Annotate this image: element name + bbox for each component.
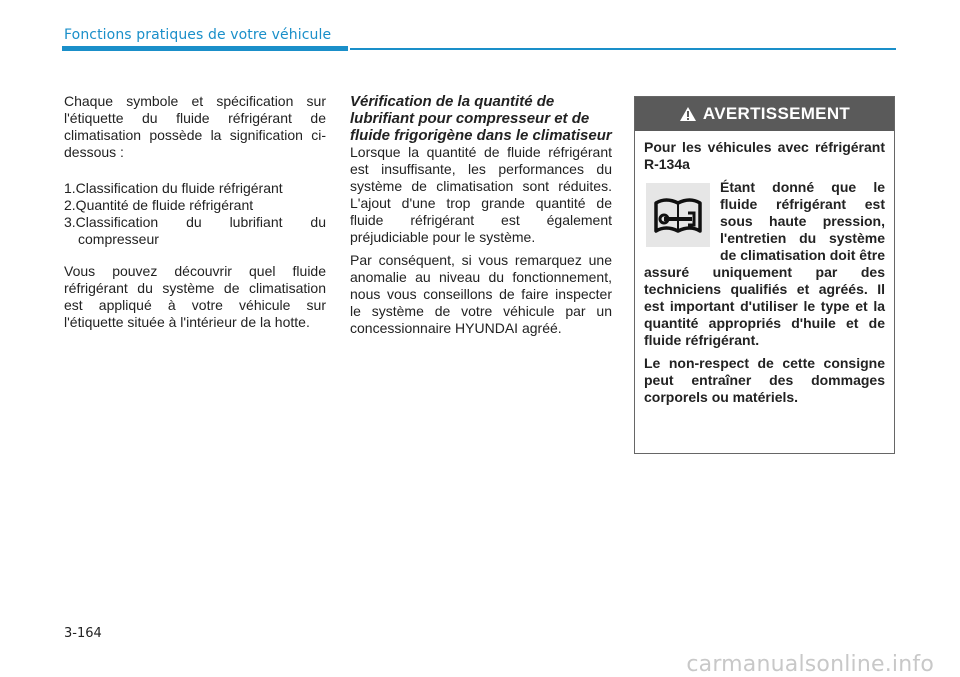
header-rule <box>350 48 896 50</box>
header-accent-bar <box>62 46 348 51</box>
left-column <box>64 93 326 331</box>
page-number: 3-164 <box>64 626 102 641</box>
watermark: carmanualsonline.info <box>686 652 934 677</box>
middle-column <box>350 93 612 343</box>
warning-paragraph: Le non-respect de cette consigne peut entraîner des dommages corporels ou matériels. <box>644 355 885 405</box>
list-item: 3.Classification du lubrifiant du compresseur <box>64 214 326 247</box>
list-item: 2.Quantité de fluide réfrigérant <box>64 197 254 213</box>
body-paragraph: Par conséquent, si vous remarquez une anomalie au niveau du fonctionnement, nous vous conseillons de faire inspecter le système de votre véhicule par un concessionnaire HYUNDAI agréé. <box>350 252 612 336</box>
intro-paragraph: Chaque symbole et spécification sur l'étiquette du fluide réfrigérant de climatisation possède la signification ci-dessous : <box>64 93 326 160</box>
section-title: Fonctions pratiques de votre véhicule <box>64 27 332 43</box>
warning-box <box>634 96 895 454</box>
warning-intro: Pour les véhicules avec réfrigérant R-134a <box>644 139 885 172</box>
body-paragraph: Lorsque la quantité de fluide réfrigérant est insuffisante, les performances du système de climatisation sont réduites. L'ajout d'une trop grande quantité de fluide réfrigérant est également préjudiciable pour le système. <box>350 144 612 245</box>
service-manual-icon <box>646 183 710 247</box>
warning-body <box>635 131 894 406</box>
list-item: 1.Classification du fluide réfrigérant <box>64 180 283 196</box>
warning-triangle-icon <box>679 106 697 122</box>
warning-heading: AVERTISSEMENT <box>702 104 851 123</box>
outro-paragraph: Vous pouvez découvrir quel fluide réfrigérant du système de climatisation est appliqué à votre véhicule sur l'étiquette située à l'intérieur de la hotte. <box>64 263 326 330</box>
warning-header <box>635 97 894 131</box>
subsection-title: Vérification de la quantité de lubrifiant pour compresseur et de fluide frigorigène dans le climatiseur <box>350 93 612 144</box>
warning-paragraph: Étant donné que le fluide réfrigérant est sous haute pression, l'entretien du système de climatisation doit être assuré uniquement par des techniciens qualifiés et agréés. Il est important d'utiliser le type et la quantité appropriés d'huile et de fluide réfrigérant. <box>644 179 885 348</box>
